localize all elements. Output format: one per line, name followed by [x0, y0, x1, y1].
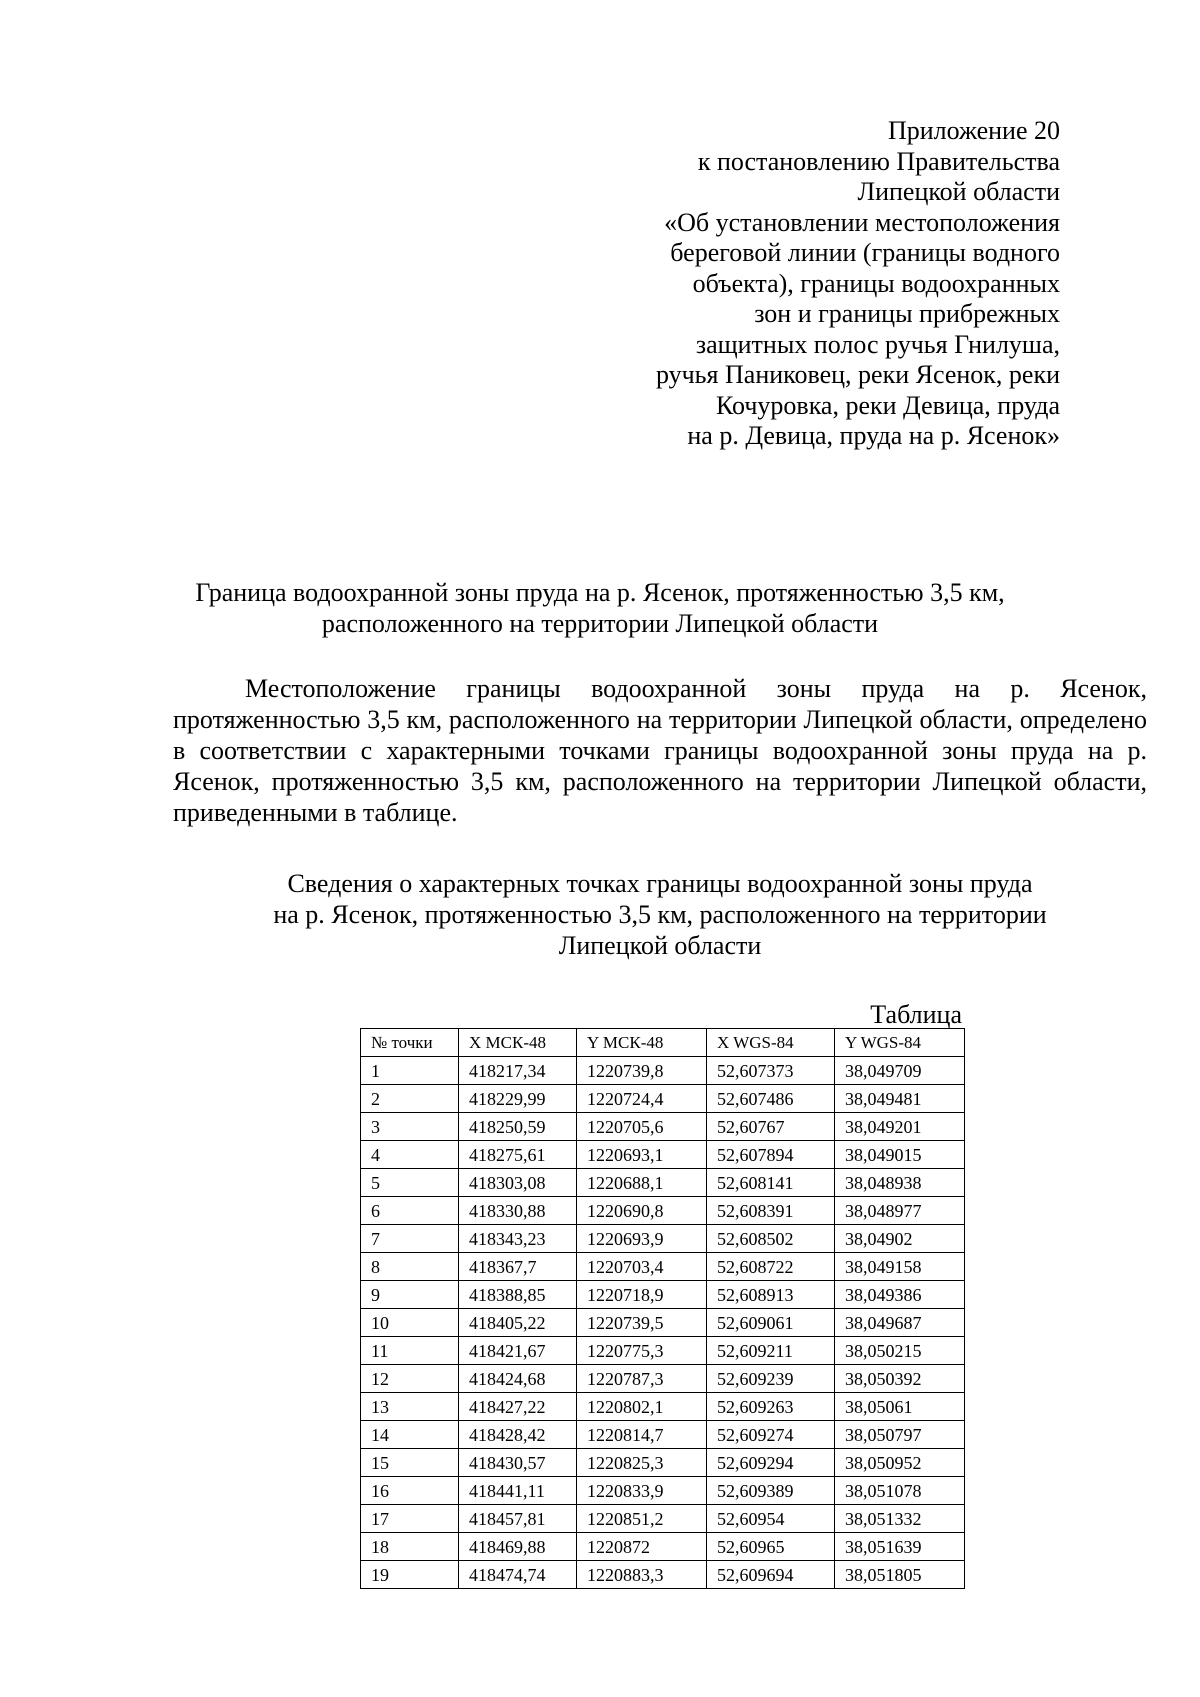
cell-y-msk48: 1220724,4	[577, 1085, 707, 1113]
title-line: расположенного на территории Липецкой области	[321, 609, 879, 638]
table-title-line: на р. Ясенок, протяженностью 3,5 км, расположенного на территории	[273, 900, 1047, 929]
table-row	[361, 1421, 965, 1449]
appendix-line: Кочуровка, реки Девица, пруда	[715, 390, 1060, 420]
cell-point-number: 10	[361, 1309, 459, 1337]
cell-y-msk48: 1220802,1	[577, 1393, 707, 1421]
cell-y-msk48: 1220718,9	[577, 1281, 707, 1309]
appendix-line: береговой линии (границы водного	[670, 238, 1060, 267]
appendix-line: объекта), границы водоохранных	[692, 268, 1060, 298]
cell-x-wgs84: 52,608391	[707, 1197, 835, 1225]
cell-x-msk48: 418421,67	[459, 1337, 577, 1365]
cell-x-msk48: 418474,74	[459, 1561, 577, 1589]
cell-point-number: 11	[361, 1337, 459, 1365]
table-row	[361, 1281, 965, 1309]
cell-y-msk48: 1220688,1	[577, 1169, 707, 1197]
cell-x-msk48: 418303,08	[459, 1169, 577, 1197]
cell-y-msk48: 1220693,9	[577, 1225, 707, 1253]
table-title-line: Липецкой области	[558, 931, 762, 960]
cell-x-msk48: 418388,85	[459, 1281, 577, 1309]
cell-y-wgs84: 38,051332	[835, 1505, 965, 1533]
cell-y-wgs84: 38,05061	[835, 1393, 965, 1421]
cell-x-wgs84: 52,60965	[707, 1533, 835, 1561]
cell-y-wgs84: 38,049481	[835, 1085, 965, 1113]
cell-x-msk48: 418430,57	[459, 1449, 577, 1477]
cell-point-number: 1	[361, 1057, 459, 1085]
cell-x-wgs84: 52,609263	[707, 1393, 835, 1421]
cell-y-wgs84: 38,051805	[835, 1561, 965, 1589]
cell-y-wgs84: 38,050952	[835, 1449, 965, 1477]
table-row	[361, 1449, 965, 1477]
cell-y-wgs84: 38,049709	[835, 1057, 965, 1085]
cell-x-msk48: 418229,99	[459, 1085, 577, 1113]
cell-x-wgs84: 52,609389	[707, 1477, 835, 1505]
cell-x-wgs84: 52,607373	[707, 1057, 835, 1085]
cell-point-number: 19	[361, 1561, 459, 1589]
table-row	[361, 1337, 965, 1365]
document-title	[150, 577, 1050, 639]
header-x-wgs84: X WGS-84	[707, 1029, 835, 1057]
table-row	[361, 1057, 965, 1085]
cell-x-msk48: 418250,59	[459, 1113, 577, 1141]
cell-y-msk48: 1220705,6	[577, 1113, 707, 1141]
cell-point-number: 4	[361, 1141, 459, 1169]
cell-y-msk48: 1220739,5	[577, 1309, 707, 1337]
appendix-line: к постановлению Правительства	[697, 146, 1060, 176]
table-row	[361, 1197, 965, 1225]
header-point-number: № точки	[361, 1029, 459, 1057]
cell-x-msk48: 418275,61	[459, 1141, 577, 1169]
cell-x-wgs84: 52,609294	[707, 1449, 835, 1477]
table-row	[361, 1561, 965, 1589]
cell-point-number: 15	[361, 1449, 459, 1477]
table-row	[361, 1253, 965, 1281]
cell-x-msk48: 418405,22	[459, 1309, 577, 1337]
table-row	[361, 1085, 965, 1113]
appendix-line: Липецкой области	[857, 177, 1060, 206]
cell-x-wgs84: 52,608722	[707, 1253, 835, 1281]
appendix-block	[540, 116, 1060, 452]
cell-y-msk48: 1220883,3	[577, 1561, 707, 1589]
table-row	[361, 1169, 965, 1197]
table-row	[361, 1505, 965, 1533]
cell-x-msk48: 418428,42	[459, 1421, 577, 1449]
cell-x-msk48: 418441,11	[459, 1477, 577, 1505]
cell-y-msk48: 1220690,8	[577, 1197, 707, 1225]
table-row	[361, 1477, 965, 1505]
cell-x-msk48: 418367,7	[459, 1253, 577, 1281]
cell-x-wgs84: 52,608141	[707, 1169, 835, 1197]
cell-y-wgs84: 38,049386	[835, 1281, 965, 1309]
cell-y-msk48: 1220703,4	[577, 1253, 707, 1281]
appendix-line: ручья Паниковец, реки Ясенок, реки	[655, 360, 1060, 389]
cell-y-msk48: 1220787,3	[577, 1365, 707, 1393]
appendix-line: «Об установлении местоположения	[664, 207, 1060, 237]
table-row	[361, 1225, 965, 1253]
cell-x-wgs84: 52,609239	[707, 1365, 835, 1393]
cell-y-msk48: 1220693,1	[577, 1141, 707, 1169]
cell-y-msk48: 1220739,8	[577, 1057, 707, 1085]
cell-point-number: 16	[361, 1477, 459, 1505]
cell-x-wgs84: 52,60767	[707, 1113, 835, 1141]
table-title-line: Сведения о характерных точках границы водоохранной зоны пруда	[287, 869, 1033, 898]
cell-y-msk48: 1220814,7	[577, 1421, 707, 1449]
table-row	[361, 1141, 965, 1169]
header-y-msk48: Y МСК-48	[577, 1029, 707, 1057]
cell-point-number: 12	[361, 1365, 459, 1393]
coordinates-table	[360, 1028, 965, 1589]
table-row	[361, 1113, 965, 1141]
cell-y-msk48: 1220872	[577, 1533, 707, 1561]
table-row	[361, 1365, 965, 1393]
cell-x-msk48: 418343,23	[459, 1225, 577, 1253]
table-row	[361, 1533, 965, 1561]
cell-y-wgs84: 38,050797	[835, 1421, 965, 1449]
body-paragraph: Местоположение границы водоохранной зоны пруда на р. Ясенок, протяженностью 3,5 км, расположенного на территории Липецкой области, определено в соответствии с характерными точками границы водоохранной зоны пруда на р. Ясенок, протяженностью 3,5 км, расположенного на территории Липецкой области, приведенными в таблице.	[173, 674, 1147, 827]
cell-y-wgs84: 38,049158	[835, 1253, 965, 1281]
cell-y-wgs84: 38,04902	[835, 1225, 965, 1253]
appendix-line: на р. Девица, пруда на р. Ясенок»	[687, 421, 1060, 450]
table-header-row	[361, 1029, 965, 1057]
cell-y-msk48: 1220775,3	[577, 1337, 707, 1365]
cell-x-wgs84: 52,60954	[707, 1505, 835, 1533]
table-title	[200, 868, 1120, 961]
cell-x-msk48: 418457,81	[459, 1505, 577, 1533]
cell-point-number: 17	[361, 1505, 459, 1533]
table-row	[361, 1309, 965, 1337]
cell-point-number: 14	[361, 1421, 459, 1449]
cell-x-wgs84: 52,607894	[707, 1141, 835, 1169]
appendix-line: зон и границы прибрежных	[754, 299, 1060, 328]
appendix-line: защитных полос ручья Гнилуша,	[695, 329, 1060, 359]
header-x-msk48: X МСК-48	[459, 1029, 577, 1057]
cell-y-wgs84: 38,048938	[835, 1169, 965, 1197]
table-row	[361, 1393, 965, 1421]
cell-y-wgs84: 38,051639	[835, 1533, 965, 1561]
cell-x-wgs84: 52,609274	[707, 1421, 835, 1449]
title-line: Граница водоохранной зоны пруда на р. Ясенок, протяженностью 3,5 км,	[195, 578, 1005, 607]
cell-point-number: 7	[361, 1225, 459, 1253]
cell-y-msk48: 1220825,3	[577, 1449, 707, 1477]
cell-point-number: 18	[361, 1533, 459, 1561]
cell-x-wgs84: 52,608502	[707, 1225, 835, 1253]
cell-x-msk48: 418427,22	[459, 1393, 577, 1421]
cell-point-number: 3	[361, 1113, 459, 1141]
cell-point-number: 6	[361, 1197, 459, 1225]
cell-y-wgs84: 38,050392	[835, 1365, 965, 1393]
cell-point-number: 5	[361, 1169, 459, 1197]
cell-x-wgs84: 52,609061	[707, 1309, 835, 1337]
table-caption: Таблица	[870, 1000, 962, 1029]
cell-x-wgs84: 52,609694	[707, 1561, 835, 1589]
cell-point-number: 9	[361, 1281, 459, 1309]
cell-y-msk48: 1220833,9	[577, 1477, 707, 1505]
cell-y-wgs84: 38,049201	[835, 1113, 965, 1141]
cell-y-wgs84: 38,048977	[835, 1197, 965, 1225]
cell-point-number: 8	[361, 1253, 459, 1281]
cell-x-wgs84: 52,607486	[707, 1085, 835, 1113]
cell-y-wgs84: 38,049687	[835, 1309, 965, 1337]
cell-x-wgs84: 52,609211	[707, 1337, 835, 1365]
cell-y-wgs84: 38,050215	[835, 1337, 965, 1365]
cell-point-number: 2	[361, 1085, 459, 1113]
cell-x-msk48: 418424,68	[459, 1365, 577, 1393]
cell-x-wgs84: 52,608913	[707, 1281, 835, 1309]
header-y-wgs84: Y WGS-84	[835, 1029, 965, 1057]
cell-x-msk48: 418469,88	[459, 1533, 577, 1561]
cell-y-wgs84: 38,051078	[835, 1477, 965, 1505]
cell-y-msk48: 1220851,2	[577, 1505, 707, 1533]
table-body	[361, 1057, 965, 1589]
appendix-line: Приложение 20	[887, 116, 1060, 145]
cell-y-wgs84: 38,049015	[835, 1141, 965, 1169]
cell-x-msk48: 418330,88	[459, 1197, 577, 1225]
cell-x-msk48: 418217,34	[459, 1057, 577, 1085]
cell-point-number: 13	[361, 1393, 459, 1421]
